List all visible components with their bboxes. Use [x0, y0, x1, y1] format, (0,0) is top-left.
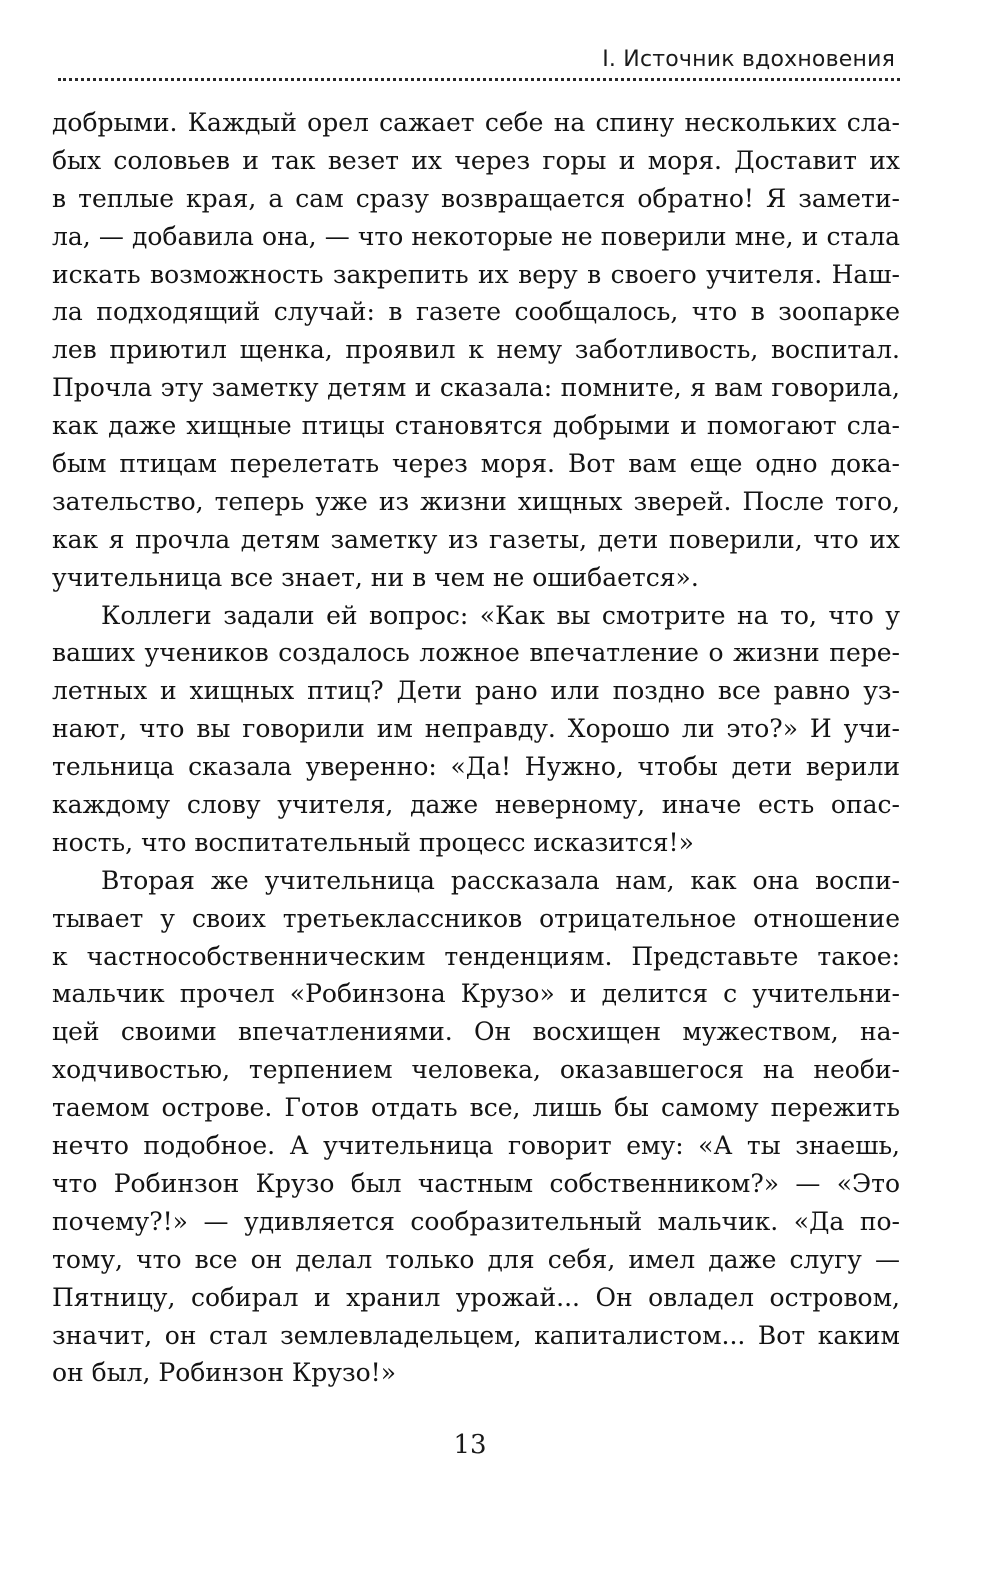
text-line: к частнособственническим тенденциям. Представьте такое:: [52, 941, 900, 971]
text-line: Прочла эту заметку детям и сказала: помните, я вам говорила,: [52, 373, 900, 403]
text-line: мальчик прочел «Робинзона Крузо» и делится с учительни-: [52, 979, 900, 1009]
text-line: зательство, теперь уже из жизни хищных зверей. После того,: [52, 486, 900, 516]
text-line: тому, что все он делал только для себя, имел даже слугу —: [52, 1244, 900, 1274]
text-line: как я прочла детям заметку из газеты, дети поверили, что их: [52, 524, 900, 554]
text-line: ла, — добавила она, — что некоторые не поверили мне, и стала: [52, 221, 900, 251]
text-line: учительница все знает, ни в чем не ошибается».: [52, 562, 699, 592]
text-line: каждому слову учителя, даже неверному, иначе есть опас-: [52, 790, 900, 820]
text-line: ходчивостью, терпением человека, оказавшегося на необи-: [52, 1055, 900, 1085]
text-line: искать возможность закрепить их веру в своего учителя. Наш-: [52, 259, 900, 289]
text-line: цей своими впечатлениями. Он восхищен мужеством, на-: [52, 1017, 900, 1047]
page-number: 13: [453, 1430, 487, 1460]
text-line: лев приютил щенка, проявил к нему заботливость, воспитал.: [52, 335, 900, 365]
text-line: Коллеги задали ей вопрос: «Как вы смотрите на то, что у: [101, 600, 900, 630]
text-line: ла подходящий случай: в газете сообщалось, что в зоопарке: [52, 297, 900, 327]
text-line: он был, Робинзон Крузо!»: [52, 1358, 397, 1388]
text-line: нечто подобное. А учительница говорит ему: «А ты знаешь,: [52, 1131, 900, 1161]
text-line: добрыми. Каждый орел сажает себе на спину нескольких сла-: [52, 108, 900, 137]
text-line: в теплые края, а сам сразу возвращается обратно! Я замети-: [52, 183, 900, 213]
text-line: значит, он стал землевладельцем, капиталистом... Вот каким: [52, 1320, 900, 1350]
text-line: Вторая же учительница рассказала нам, как она воспи-: [101, 865, 900, 895]
running-header: I. Источник вдохновения: [602, 47, 895, 72]
body-text: [52, 104, 900, 1392]
text-line: бых соловьев и так везет их через горы и моря. Доставит их: [52, 145, 900, 175]
text-line: нают, что вы говорили им неправду. Хорошо ли это?» И учи-: [52, 714, 900, 744]
text-line: летных и хищных птиц? Дети рано или поздно все равно уз-: [52, 676, 900, 706]
text-line: ность, что воспитательный процесс исказится!»: [52, 827, 694, 857]
text-line: ваших учеников создалось ложное впечатление о жизни пере-: [52, 638, 900, 668]
text-line: таемом острове. Готов отдать все, лишь бы самому пережить: [52, 1093, 900, 1123]
text-line: тельница сказала уверенно: «Да! Нужно, чтобы дети верили: [52, 752, 900, 782]
text-line: что Робинзон Крузо был частным собственником?» — «Это: [52, 1168, 900, 1198]
text-line: как даже хищные птицы становятся добрыми и помогают сла-: [52, 411, 900, 441]
text-line: бым птицам перелетать через моря. Вот вам еще одно дока-: [52, 449, 900, 479]
text-line: тывает у своих третьеклассников отрицательное отношение: [52, 903, 900, 933]
header-dotted-rule: [58, 78, 900, 81]
text-line: Пятницу, собирал и хранил урожай... Он овладел островом,: [52, 1282, 900, 1312]
text-line: почему?!» — удивляется сообразительный мальчик. «Да по-: [52, 1206, 900, 1236]
